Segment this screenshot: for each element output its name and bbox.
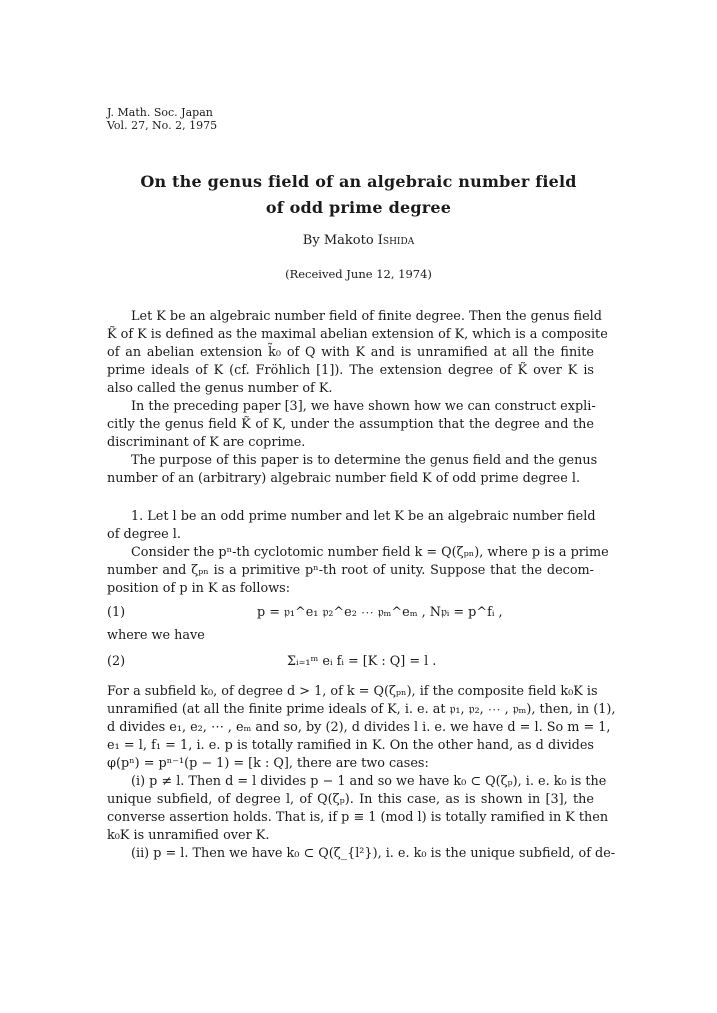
equation-1-body: p = 𝔭₁^e₁ 𝔭₂^e₂ ⋯ 𝔭ₘ^eₘ , N𝔭ᵢ = p^fᵢ ,: [257, 605, 503, 620]
section-1-start: 1. Let l be an odd prime number and let K be an algebraic number field: [131, 509, 596, 524]
body-line: also called the genus number of K.: [107, 381, 333, 396]
body-line: In the preceding paper [3], we have shown how we can construct expli-: [131, 399, 596, 414]
body-line: discriminant of K are coprime.: [107, 435, 306, 450]
journal-name: J. Math. Soc. Japan: [107, 106, 213, 119]
body-line: e₁ = l, f₁ = 1, i. e. p is totally ramified in K. On the other hand, as d divides: [107, 738, 594, 753]
case-i-line: (i) p ≠ l. Then d = l divides p − 1 and so we have k₀ ⊂ Q(ζₚ), i. e. k₀ is the: [131, 774, 607, 789]
paper-title-line-2: of odd prime degree: [265, 198, 452, 217]
body-line: number and ζₚₙ is a primitive pⁿ-th root of unity. Suppose that the decom-: [107, 563, 594, 578]
body-line: of degree l.: [107, 527, 181, 542]
received-date: (Received June 12, 1974): [285, 267, 432, 281]
author-prefix: By Makoto: [302, 233, 378, 248]
body-line: of an abelian extension k̃₀ of Q with K and is unramified at all the finite: [107, 345, 594, 360]
body-line: Consider the pⁿ-th cyclotomic number field k = Q(ζₚₙ), where p is a prime: [131, 545, 609, 560]
body-line: unique subfield, of degree l, of Q(ζₚ). In this case, as is shown in [3], the: [107, 792, 594, 807]
body-line: number of an (arbitrary) algebraic number field K of odd prime degree l.: [107, 471, 581, 486]
body-line: where we have: [107, 628, 205, 643]
body-line: k₀K is unramified over K.: [107, 828, 270, 843]
body-line: d divides e₁, e₂, ⋯ , eₘ and so, by (2), d divides l i. e. we have d = l. So m = 1,: [107, 720, 611, 735]
case-ii-line: (ii) p = l. Then we have k₀ ⊂ Q(ζ_{l²}), i. e. k₀ is the unique subfield, of de-: [131, 846, 616, 861]
equation-2: [107, 654, 594, 676]
body-line: Let K be an algebraic number field of finite degree. Then the genus field: [131, 309, 602, 324]
body-line: For a subfield k₀, of degree d > 1, of k = Q(ζₚₙ), if the composite field k₀K is: [107, 684, 598, 699]
equation-1: [107, 605, 594, 627]
body-line: The purpose of this paper is to determine the genus field and the genus: [131, 453, 598, 468]
body-line: K̃ of K is defined as the maximal abelian extension of K, which is a composite: [107, 327, 608, 342]
body-line: unramified (at all the finite prime ideals of K, i. e. at 𝔭₁, 𝔭₂, ⋯ , 𝔭ₘ), then, in (1),: [107, 702, 616, 717]
body-line: citly the genus field K̃ of K, under the assumption that the degree and the: [107, 417, 594, 432]
equation-1-label: (1): [107, 605, 126, 620]
equation-2-body: Σᵢ₌₁ᵐ eᵢ fᵢ = [K : Q] = l .: [287, 654, 437, 669]
body-line: position of p in K as follows:: [107, 581, 291, 596]
body-line: converse assertion holds. That is, if p ≡ 1 (mod l) is totally ramified in K then: [107, 810, 609, 825]
equation-2-label: (2): [107, 654, 126, 669]
journal-citation: [107, 106, 217, 132]
author-surname: Ishida: [377, 233, 415, 248]
paper-title-line-1: On the genus field of an algebraic number field: [140, 172, 577, 191]
journal-volume: Vol. 27, No. 2, 1975: [107, 119, 218, 132]
author-line: [0, 233, 717, 248]
body-line: prime ideals of K (cf. Fröhlich [1]). The extension degree of K̃ over K is: [107, 363, 594, 378]
body-line: φ(pⁿ) = pⁿ⁻¹(p − 1) = [k : Q], there are two cases:: [107, 756, 429, 771]
